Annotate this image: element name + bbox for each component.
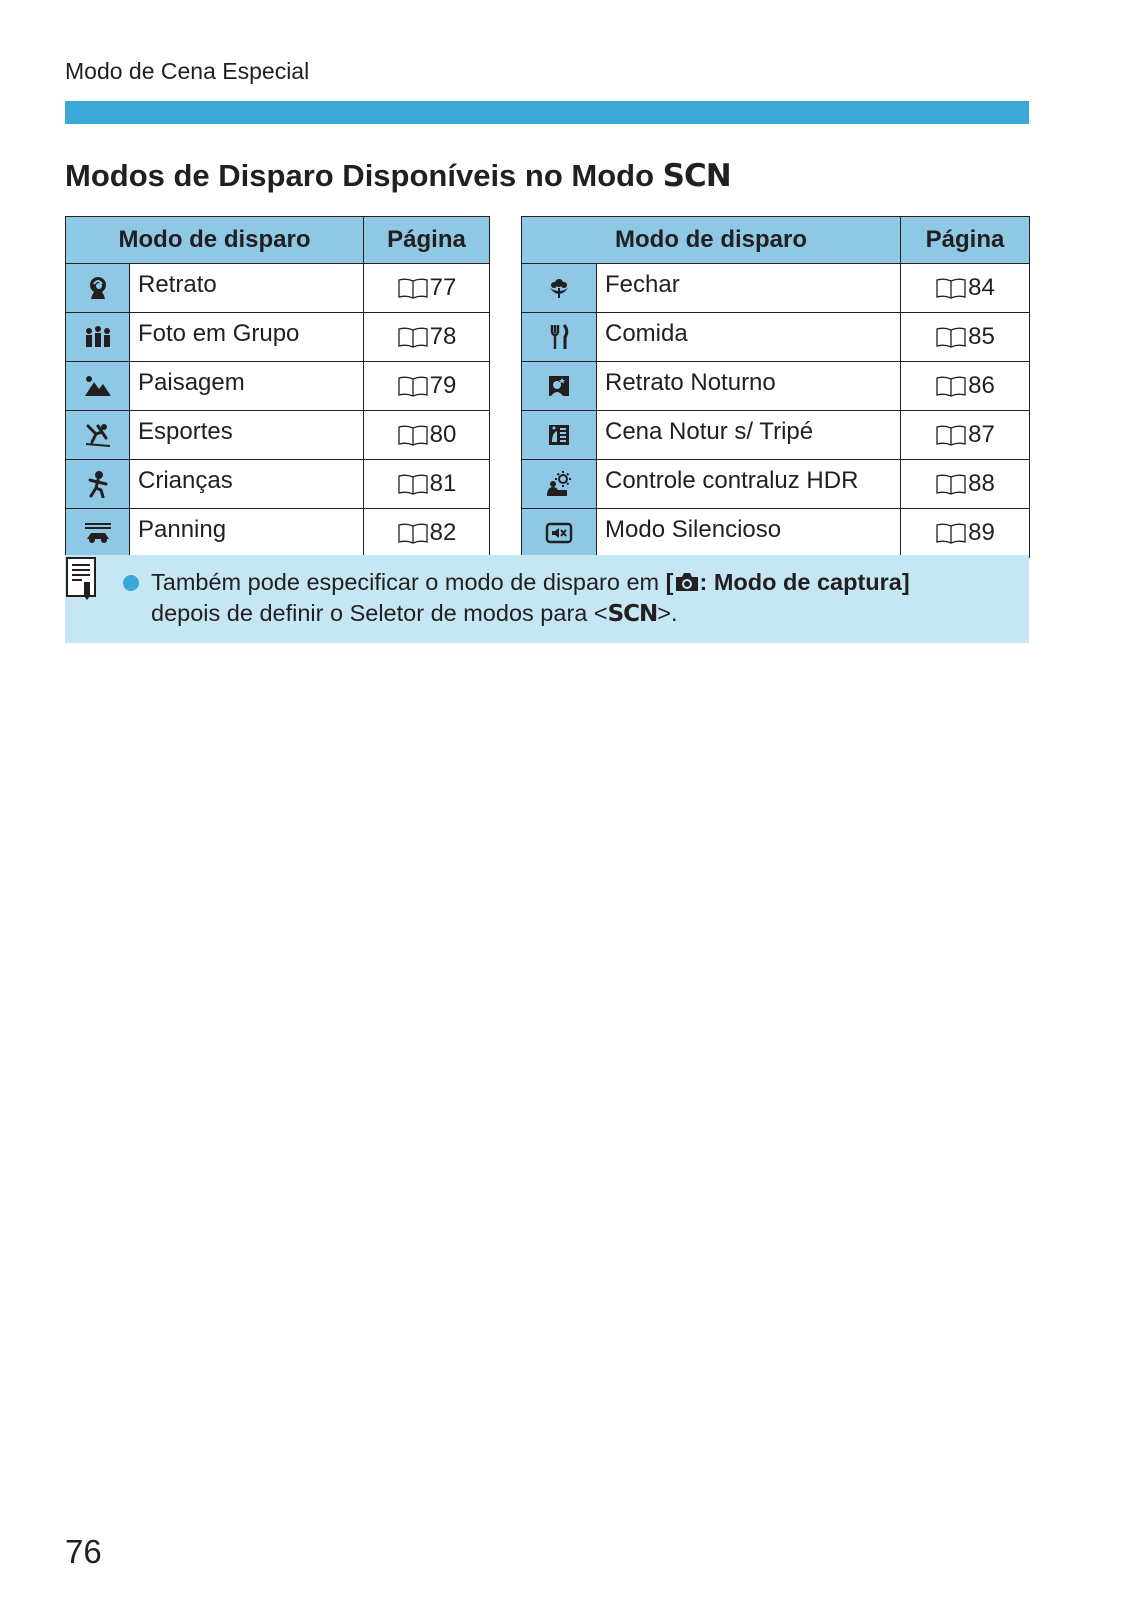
- book-icon: [397, 375, 429, 397]
- book-icon: [935, 375, 967, 397]
- page-ref[interactable]: [901, 362, 1030, 411]
- table-header-row: [66, 217, 490, 264]
- note-box: [65, 555, 1029, 643]
- scn-mode-symbol: SCN: [607, 601, 658, 627]
- mode-label: Modo Silencioso: [597, 509, 901, 558]
- page-ref[interactable]: [901, 460, 1030, 509]
- page-number-ref: 87: [968, 421, 995, 448]
- page-ref[interactable]: [901, 411, 1030, 460]
- bullet-icon: [123, 575, 139, 591]
- mode-label: Retrato Noturno: [597, 362, 901, 411]
- menu-name: : Modo de captura]: [699, 569, 910, 595]
- silent-mode-icon: [522, 509, 597, 558]
- book-icon: [935, 424, 967, 446]
- section-bar: [65, 101, 1029, 124]
- group-photo-icon: [66, 313, 130, 362]
- note-line-2-end: >.: [657, 600, 678, 626]
- kids-icon: [66, 460, 130, 509]
- page-ref[interactable]: [364, 264, 490, 313]
- page-ref[interactable]: [901, 509, 1030, 558]
- book-icon: [397, 424, 429, 446]
- page-ref[interactable]: [901, 264, 1030, 313]
- landscape-icon: [66, 362, 130, 411]
- mode-label: Comida: [597, 313, 901, 362]
- shooting-menu-ref: [666, 569, 910, 595]
- page-title-text: Modos de Disparo Disponíveis no Modo: [65, 158, 655, 193]
- note-line-1: [151, 567, 910, 598]
- portrait-icon: [66, 264, 130, 313]
- book-icon: [935, 277, 967, 299]
- mode-label: Esportes: [130, 411, 364, 460]
- page-title: [65, 158, 731, 194]
- scn-mode-symbol: SCN: [662, 158, 731, 194]
- table-row: [522, 264, 1030, 313]
- close-up-icon: [522, 264, 597, 313]
- page-number-ref: 88: [968, 470, 995, 497]
- book-icon: [397, 326, 429, 348]
- page-ref[interactable]: [364, 362, 490, 411]
- table-row: [66, 362, 490, 411]
- mode-label: Panning: [130, 509, 364, 558]
- mode-label: Controle contraluz HDR: [597, 460, 901, 509]
- page-number-ref: 80: [429, 421, 457, 448]
- mode-label: Fechar: [597, 264, 901, 313]
- mode-label: Foto em Grupo: [130, 313, 364, 362]
- note-line-1-text: Também pode especificar o modo de disparo em: [151, 569, 666, 595]
- note-text: [151, 567, 910, 630]
- table-row: [66, 411, 490, 460]
- page-ref[interactable]: [364, 411, 490, 460]
- shooting-modes-table-right: [521, 216, 1030, 558]
- note-icon: [65, 556, 99, 600]
- mode-label: Crianças: [130, 460, 364, 509]
- book-icon: [397, 473, 429, 495]
- column-header-page: Página: [364, 217, 490, 264]
- night-portrait-icon: [522, 362, 597, 411]
- page-number-ref: 86: [968, 372, 995, 399]
- table-row: [522, 509, 1030, 558]
- page-number-ref: 77: [429, 274, 457, 301]
- table-row: [522, 411, 1030, 460]
- page-number-ref: 79: [429, 372, 457, 399]
- page-number-ref: 82: [429, 519, 457, 546]
- shooting-modes-table-left: [65, 216, 490, 558]
- mode-label: Paisagem: [130, 362, 364, 411]
- table-row: [522, 460, 1030, 509]
- note-line-2-text: depois de definir o Seletor de modos para <: [151, 600, 608, 626]
- hdr-backlight-icon: [522, 460, 597, 509]
- table-row: [522, 362, 1030, 411]
- page-number-ref: 89: [968, 519, 995, 546]
- page-ref[interactable]: [901, 313, 1030, 362]
- camera-icon: [674, 571, 700, 593]
- table-row: [66, 460, 490, 509]
- column-header-mode: Modo de disparo: [522, 217, 901, 264]
- page-number: 76: [65, 1533, 102, 1570]
- book-icon: [397, 522, 429, 544]
- table-row: [66, 264, 490, 313]
- page-number-ref: 84: [968, 274, 995, 301]
- panning-icon: [66, 509, 130, 558]
- handheld-night-icon: [522, 411, 597, 460]
- table-row: [66, 509, 490, 558]
- mode-label: Retrato: [130, 264, 364, 313]
- page-ref[interactable]: [364, 509, 490, 558]
- page-number-ref: 78: [429, 323, 457, 350]
- page-ref[interactable]: [364, 313, 490, 362]
- page-ref[interactable]: [364, 460, 490, 509]
- bracket-open: [: [665, 569, 674, 595]
- book-icon: [935, 473, 967, 495]
- book-icon: [397, 277, 429, 299]
- column-header-mode: Modo de disparo: [66, 217, 364, 264]
- book-icon: [935, 522, 967, 544]
- book-icon: [935, 326, 967, 348]
- page-number-ref: 85: [968, 323, 995, 350]
- table-row: [66, 313, 490, 362]
- table-header-row: [522, 217, 1030, 264]
- sports-icon: [66, 411, 130, 460]
- mode-label: Cena Notur s/ Tripé: [597, 411, 901, 460]
- section-label: Modo de Cena Especial: [65, 58, 310, 84]
- table-row: [522, 313, 1030, 362]
- page-number-ref: 81: [429, 470, 457, 497]
- column-header-page: Página: [901, 217, 1030, 264]
- note-line-2: [151, 598, 910, 630]
- food-icon: [522, 313, 597, 362]
